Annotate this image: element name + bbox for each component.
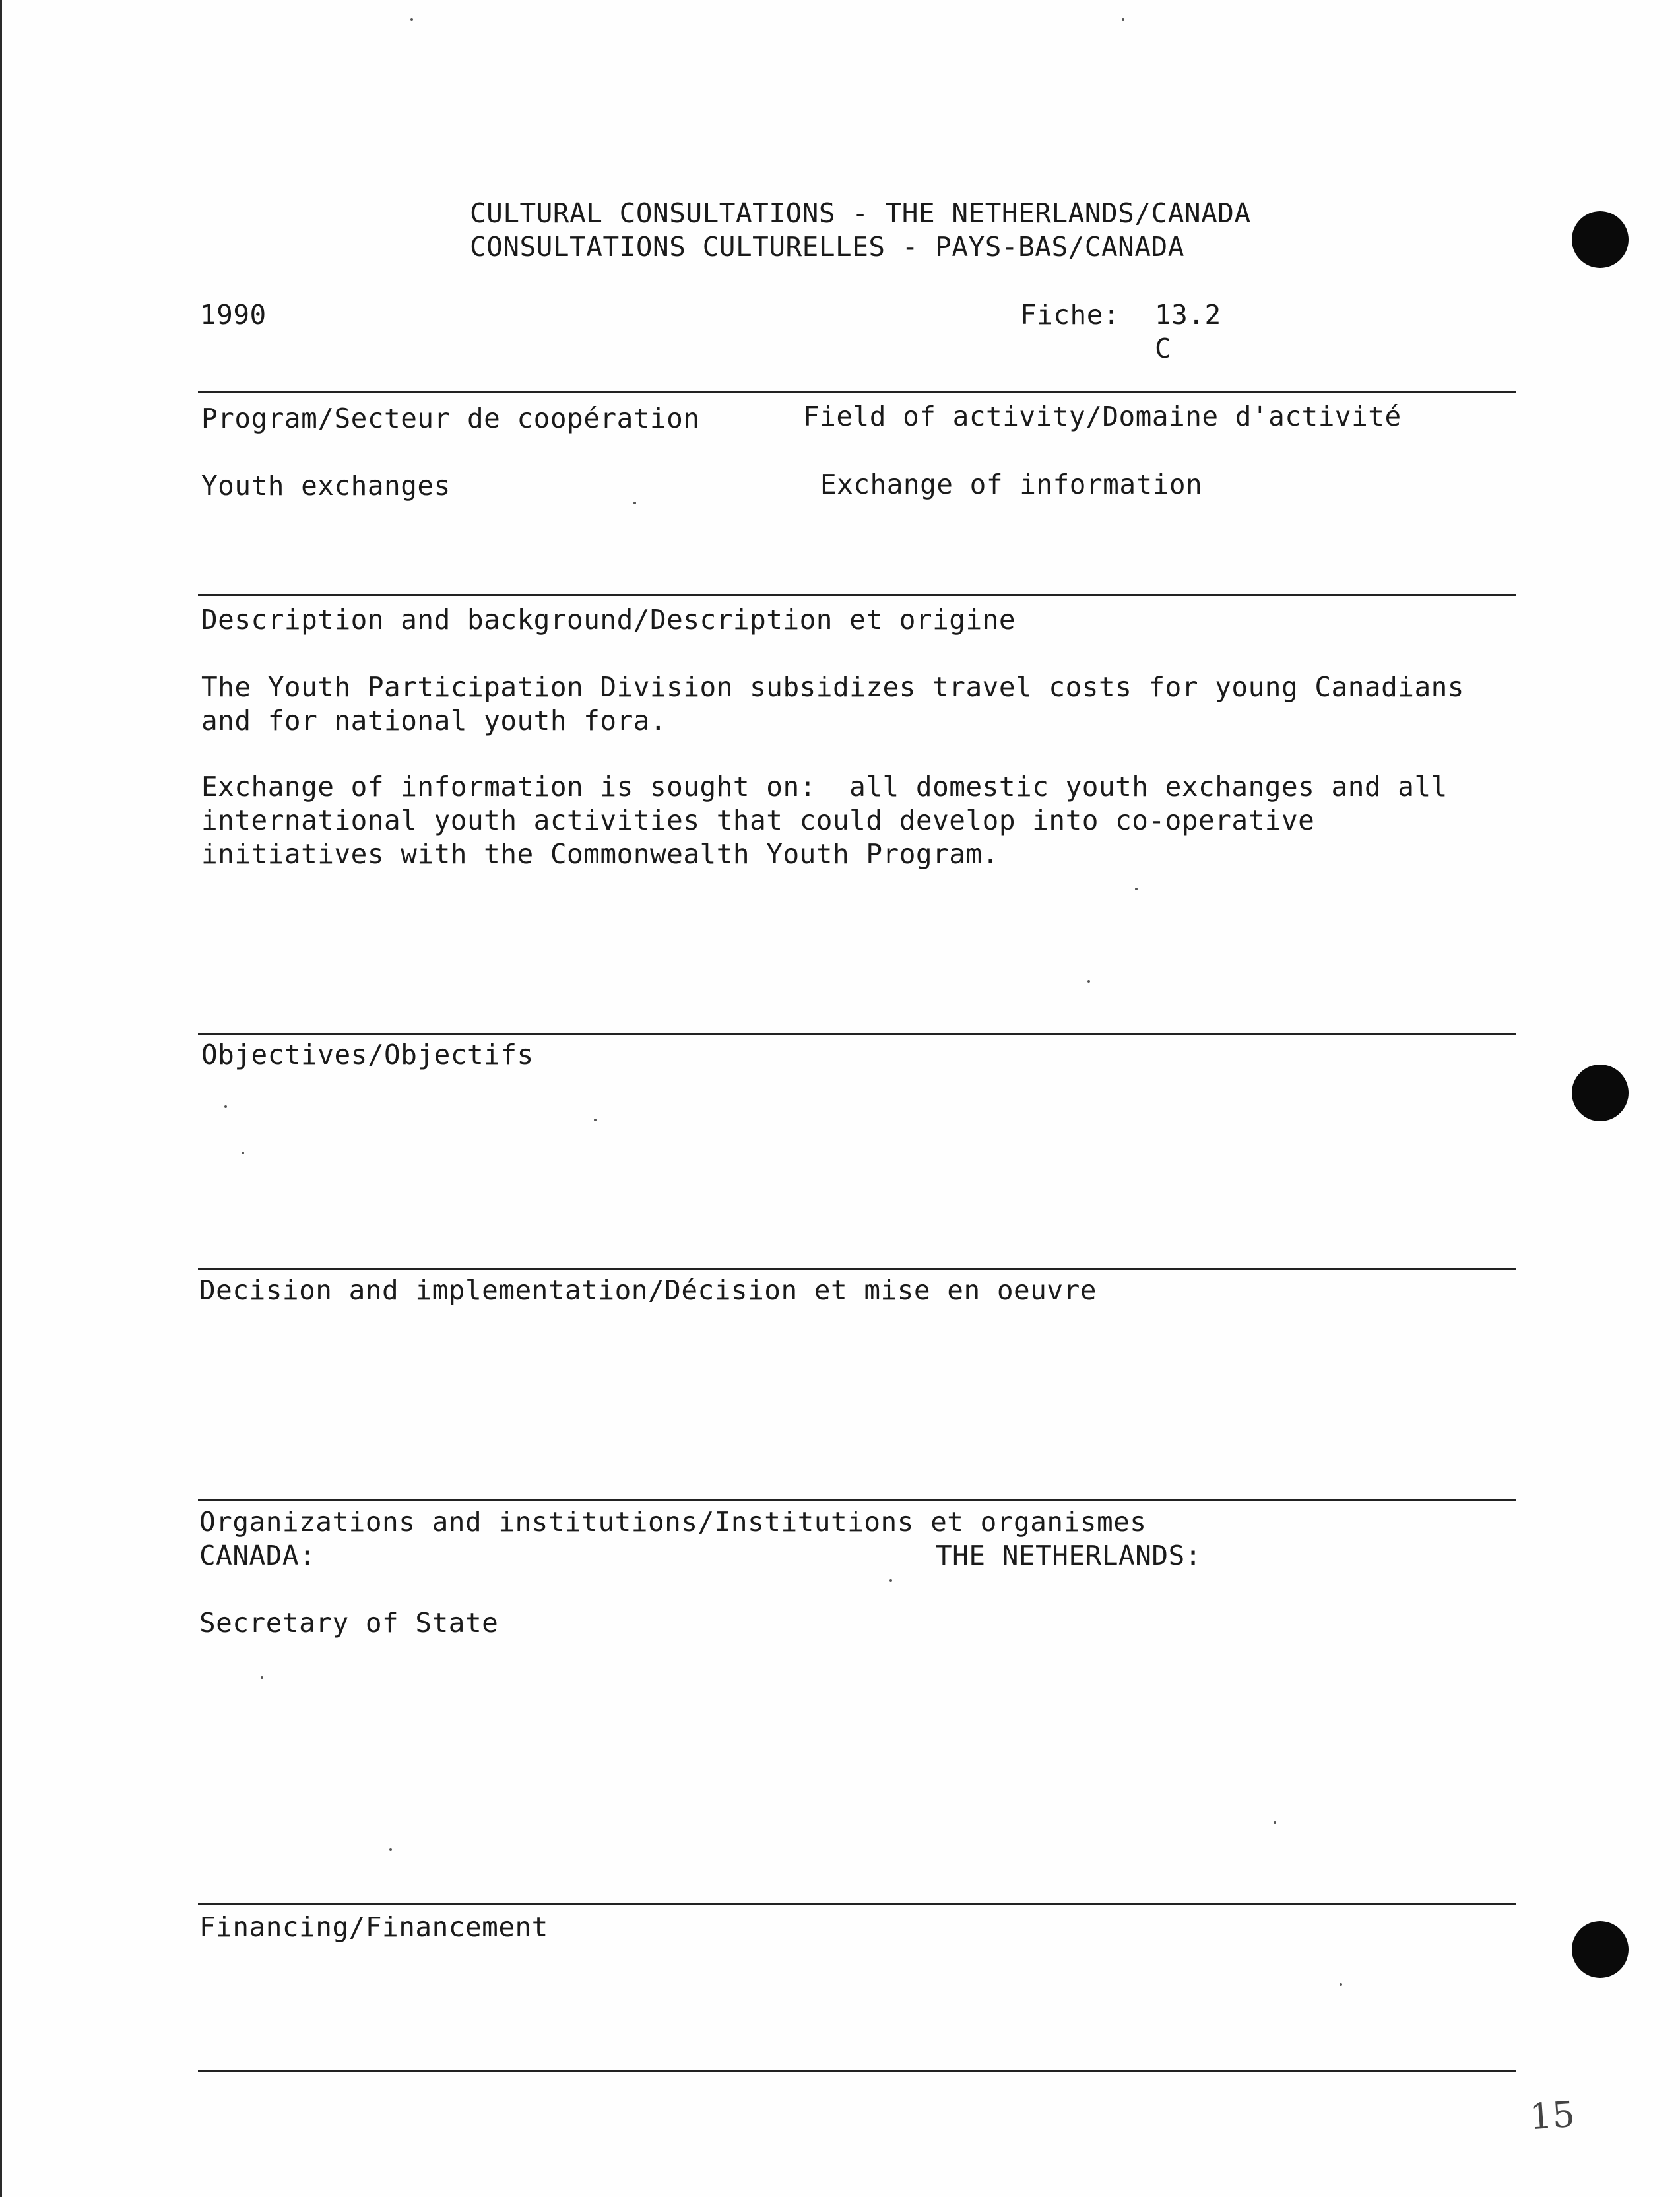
scan-speck [1135,888,1138,890]
divider [198,594,1516,596]
binder-hole [1572,1065,1629,1121]
field-label: Field of activity/Domaine d'activité [803,401,1402,432]
description-label: Description and background/Description et origine [201,604,1016,636]
fiche-number: 13.2 [1155,299,1221,331]
scan-speck [889,1579,892,1582]
scan-speck [1087,980,1090,983]
scan-speck [410,18,413,21]
canada-label: CANADA: [199,1540,316,1571]
scan-speck [633,502,636,504]
objectives-label: Objectives/Objectifs [201,1039,534,1070]
scan-speck [261,1676,263,1679]
page-edge [0,0,2,2197]
program-value: Youth exchanges [201,470,451,502]
handwritten-page-number: 15 [1528,2093,1576,2138]
organizations-label: Organizations and institutions/Institutions et organismes [199,1506,1147,1538]
description-text: and for national youth fora. [201,705,667,737]
financing-label: Financing/Financement [199,1911,548,1943]
description-text: The Youth Participation Division subsidizes travel costs for young Canadians [201,671,1464,703]
scan-speck [594,1119,597,1121]
field-value: Exchange of information [820,469,1203,500]
scan-speck [1274,1821,1276,1824]
scan-speck [1340,1983,1342,1986]
fiche-label: Fiche: [1020,299,1120,331]
divider [198,1903,1516,1905]
description-text: Exchange of information is sought on: all domestic youth exchanges and all [201,771,1448,803]
divider [198,1268,1516,1270]
divider [198,2070,1516,2072]
canada-organization: Secretary of State [199,1607,499,1639]
binder-hole [1572,211,1629,268]
scan-speck [1122,18,1124,21]
scan-speck [389,1848,392,1851]
netherlands-label: THE NETHERLANDS: [936,1540,1202,1571]
divider [198,391,1516,393]
decision-label: Decision and implementation/Décision et mise en oeuvre [199,1274,1097,1306]
divider [198,1033,1516,1035]
description-text: initiatives with the Commonwealth Youth Program. [201,838,999,870]
scan-speck [224,1105,227,1108]
program-label: Program/Secteur de coopération [201,403,700,434]
divider [198,1499,1516,1501]
description-text: international youth activities that could develop into co-operative [201,804,1315,836]
scan-speck [242,1152,244,1154]
title-french: CONSULTATIONS CULTURELLES - PAYS-BAS/CANADA [470,231,1184,263]
binder-hole [1572,1921,1629,1978]
fiche-letter: C [1155,333,1172,364]
year: 1990 [200,299,267,331]
title-english: CULTURAL CONSULTATIONS - THE NETHERLANDS/CANADA [470,197,1251,229]
